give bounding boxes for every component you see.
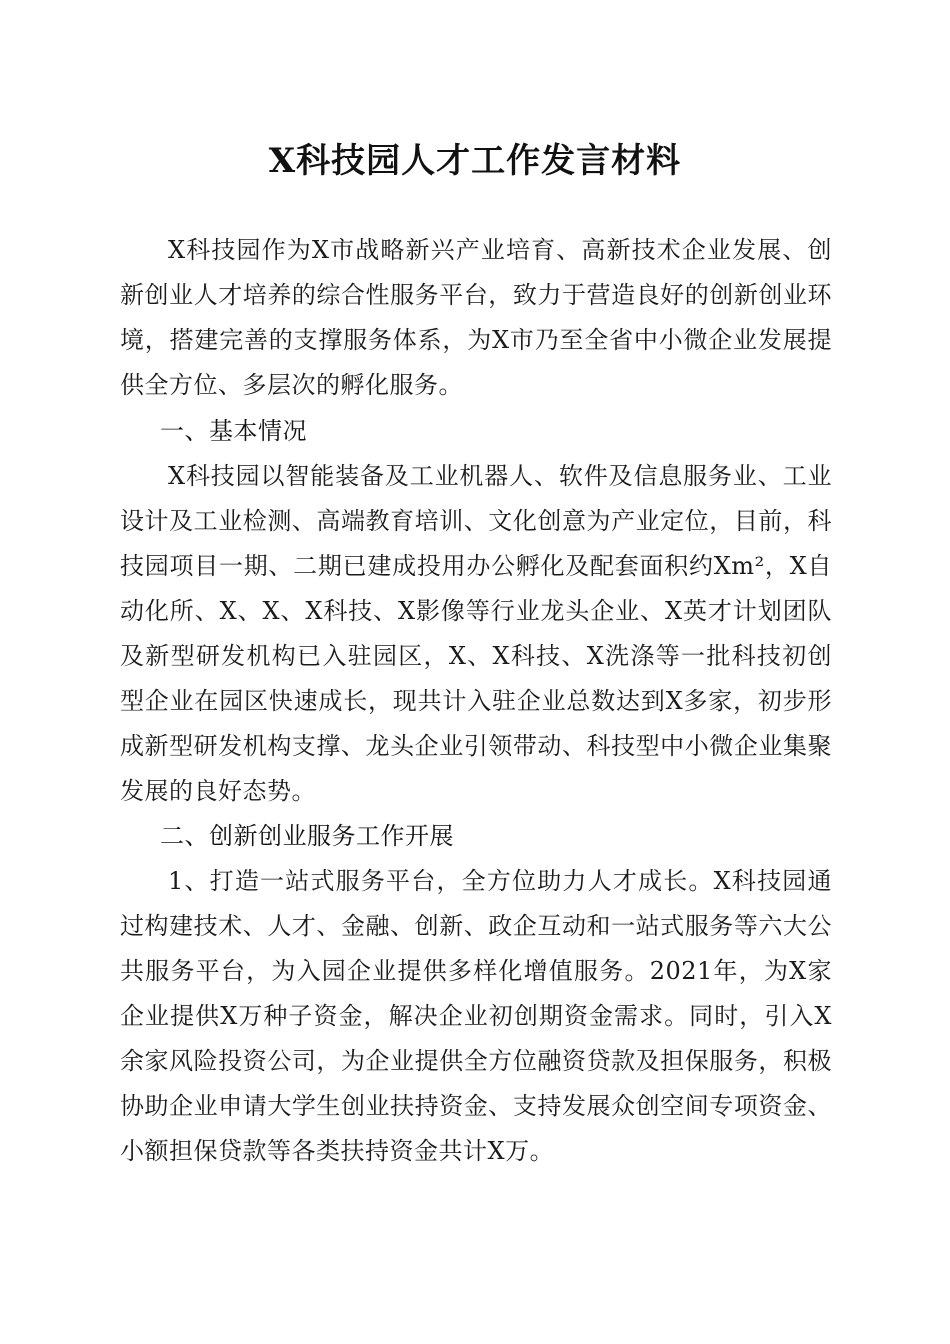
section-1-heading: 一、基本情况 <box>160 417 307 445</box>
section-1-body <box>120 454 832 814</box>
section-2-body <box>120 859 832 1174</box>
document-title: X科技园人才工作发言材料 <box>268 141 682 181</box>
section-2-heading-block <box>120 814 832 859</box>
section-1-paragraph: X科技园以智能装备及工业机器人、软件及信息服务业、工业设计及工业检测、高端教育培训、文化创意为产业定位，目前，科技园项目一期、二期已建成投用办公孵化及配套面积约Xm²，X自动化所、X、X、X科技、X影像等行业龙头企业、X英才计划团队及新型研发机构已入驻园区，X、X科技、X洗涤等一批科技初创型企业在园区快速成长，现共计入驻企业总数达到X多家，初步形成新型研发机构支撑、龙头企业引领带动、科技型中小微企业集聚发展的良好态势。 <box>120 462 832 805</box>
section-1-heading-block <box>120 409 832 454</box>
intro-section <box>120 228 832 408</box>
section-2-paragraph: 1、打造一站式服务平台，全方位助力人才成长。X科技园通过构建技术、人才、金融、创新、政企互动和一站式服务等六大公共服务平台，为入园企业提供多样化增值服务。2021年，为X家企业提供X万种子资金，解决企业初创期资金需求。同时，引入X余家风险投资公司，为企业提供全方位融资贷款及担保服务，积极协助企业申请大学生创业扶持资金、支持发展众创空间专项资金、小额担保贷款等各类扶持资金共计X万。 <box>120 867 832 1165</box>
section-2-heading: 二、创新创业服务工作开展 <box>160 822 454 850</box>
intro-paragraph: X科技园作为X市战略新兴产业培育、高新技术企业发展、创新创业人才培养的综合性服务平台，致力于营造良好的创新创业环境，搭建完善的支撑服务体系，为X市乃至全省中小微企业发展提供全方位、多层次的孵化服务。 <box>120 236 832 399</box>
